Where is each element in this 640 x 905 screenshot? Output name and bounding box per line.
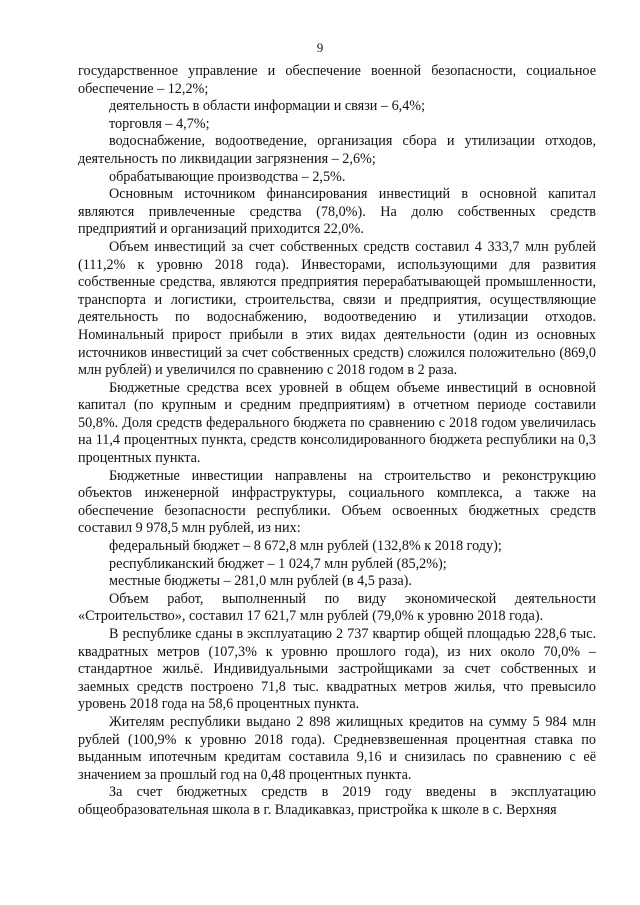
paragraph: Объем работ, выполненный по виду экономической деятельности «Строительство», составил 17 621,7 млн рублей (79,0% к уровню 2018 года). [78,590,596,625]
body-text [78,63,596,820]
list-item: обрабатывающие производства – 2,5%. [109,168,346,185]
list-item: деятельность в области информации и связи – 6,4%; [109,98,426,115]
page-number: 9 [316,40,324,55]
list-item: республиканский бюджет – 1 024,7 млн рублей (85,2%); [109,555,447,572]
paragraph: За счет бюджетных средств в 2019 году введены в эксплуатацию общеобразовательная школа в г. Владикавказ, пристройка к школе в с. Верхняя [78,784,596,818]
paragraph: Бюджетные средства всех уровней в общем объеме инвестиций в основной капитал (по крупным и средним предприятиям) в отчетном периоде составили 50,8%. Доля средств федерального бюджета по сравнению с 2018 годом увеличилась на 11,4 процентных пункта, средств консолидированного бюджета республики на 0,3 процентных пункта. [78,379,596,467]
paragraph: Основным источником финансирования инвестиций в основной капитал являются привлеченные средства (78,0%). На долю собственных средств предприятий и организаций приходится 22,0%. [78,186,596,238]
paragraph: Бюджетные инвестиции направлены на строительство и реконструкцию объектов инженерной инфраструктуры, социального комплекса, а также на обеспечение безопасности республики. Объем освоенных бюджетных средств составил 9 978,5 млн рублей, из них: [78,467,596,537]
paragraph: государственное управление и обеспечение военной безопасности, социальное обеспечение – 12,2%; [78,63,596,97]
paragraph: В республике сданы в эксплуатацию 2 737 квартир общей площадью 228,6 тыс. квадратных метров (107,3% к уровню прошлого года), из них около 70,0% – стандартное жильё. Индивидуальными застройщиками за счет собственных и заемных средств построено 71,8 тыс. квадратных метров жилья, что превысило уровень 2018 года на 58,6 процентных пункта. [78,626,596,713]
paragraph: Жителям республики выдано 2 898 жилищных кредитов на сумму 5 984 млн рублей (100,9% к уровню 2018 года). Средневзвешенная процентная ставка по выданным ипотечным кредитам составила 9,16 и снизилась по сравнению с её значением за прошлый год на 0,48 процентных пункта. [78,713,596,783]
paragraph: Объем инвестиций за счет собственных средств составил 4 333,7 млн рублей (111,2% к уровню 2018 года). Инвесторами, использующими для развития собственные средства, являются предприятия перерабатывающей промышленности, транспорта и логистики, строительства, связи и предприятия, осуществляющие деятельность по водоснабжению, водоотведению и утилизации отходов. Номинальный прирост прибыли в этих видах деятельности (один из основных источников инвестиций за счет собственных средств) сложился положительно (869,0 млн рублей) и увеличился по сравнению с 2018 годом в 2 раза. [78,238,596,379]
list-item: федеральный бюджет – 8 672,8 млн рублей (132,8% к 2018 году); [109,538,502,555]
list-item: местные бюджеты – 281,0 млн рублей (в 4,5 раза). [109,573,412,590]
list-item: торговля – 4,7%; [109,115,210,132]
list-item: водоснабжение, водоотведение, организация сбора и утилизации отходов, деятельность по ликвидации загрязнения – 2,6%; [78,133,596,167]
